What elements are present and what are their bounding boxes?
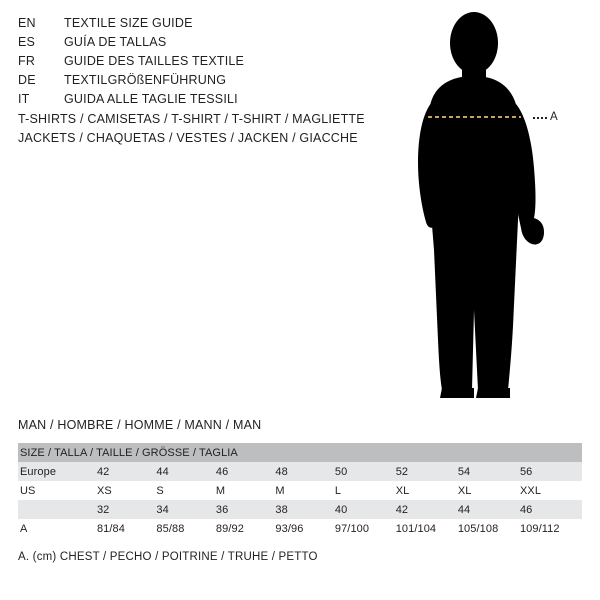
table-cell: 89/92 (216, 519, 275, 538)
table-cell: S (156, 481, 215, 500)
table-row (18, 519, 582, 538)
table-cell: XL (396, 481, 458, 500)
row-label: Europe (18, 462, 97, 481)
table-cell: 34 (156, 500, 215, 519)
row-label: US (18, 481, 97, 500)
table-cell: 97/100 (335, 519, 396, 538)
language-row (18, 52, 398, 71)
table-cell: 105/108 (458, 519, 520, 538)
table-cell: 32 (97, 500, 156, 519)
table-cell: 36 (216, 500, 275, 519)
measure-label-a: A (550, 111, 558, 123)
table-row (18, 462, 582, 481)
language-text: GUÍA DE TALLAS (64, 35, 167, 49)
garment-type-headings (18, 110, 438, 148)
garment-line-jackets: JACKETS / CHAQUETAS / VESTES / JACKEN / GIACCHE (18, 131, 358, 145)
language-code: ES (18, 35, 36, 49)
table-cell: XL (458, 481, 520, 500)
language-row (18, 14, 398, 33)
language-row (18, 71, 398, 90)
table-title-man: MAN / HOMBRE / HOMME / MANN / MAN (18, 418, 262, 432)
table-cell: 54 (458, 462, 520, 481)
row-label (18, 500, 97, 519)
table-cell: 38 (275, 500, 334, 519)
table-cell: XXL (520, 481, 582, 500)
language-code: IT (18, 92, 30, 106)
row-label: A (18, 519, 97, 538)
language-text: GUIDE DES TAILLES TEXTILE (64, 54, 245, 68)
table-cell: 109/112 (520, 519, 582, 538)
table-cell: 52 (396, 462, 458, 481)
table-cell: 42 (97, 462, 156, 481)
table-cell: 93/96 (275, 519, 334, 538)
table-cell: M (275, 481, 334, 500)
measure-leader-dots (533, 117, 547, 121)
table-cell: 46 (520, 500, 582, 519)
table-header-label: SIZE / TALLA / TAILLE / GRÖSSE / TAGLIA (18, 443, 582, 462)
language-text: TEXTILE SIZE GUIDE (64, 16, 193, 30)
table-cell: 42 (396, 500, 458, 519)
table-cell: 56 (520, 462, 582, 481)
garment-line-tshirts: T-SHIRTS / CAMISETAS / T-SHIRT / T-SHIRT / MAGLIETTE (18, 112, 365, 126)
male-silhouette-icon (400, 10, 590, 400)
table-cell: 44 (458, 500, 520, 519)
language-row (18, 90, 398, 109)
table-cell: 48 (275, 462, 334, 481)
table-cell: M (216, 481, 275, 500)
table-row (18, 500, 582, 519)
table-header-row (18, 443, 582, 462)
language-text: TEXTILGRÖßENFÜHRUNG (64, 73, 227, 87)
table-cell: L (335, 481, 396, 500)
table-cell: 44 (156, 462, 215, 481)
table-cell: 101/104 (396, 519, 458, 538)
table-cell: 85/88 (156, 519, 215, 538)
footnote-chest-measure: A. (cm) CHEST / PECHO / POITRINE / TRUHE / PETTO (18, 551, 318, 563)
language-row (18, 33, 398, 52)
language-list (18, 14, 398, 109)
language-code: EN (18, 16, 36, 30)
table-cell: 50 (335, 462, 396, 481)
language-code: DE (18, 73, 36, 87)
table-row (18, 481, 582, 500)
male-figure-illustration (400, 10, 590, 400)
table-cell: 81/84 (97, 519, 156, 538)
size-table (18, 443, 582, 538)
language-text: GUIDA ALLE TAGLIE TESSILI (64, 92, 238, 106)
table-cell: 46 (216, 462, 275, 481)
table-cell: XS (97, 481, 156, 500)
language-code: FR (18, 54, 36, 68)
table-cell: 40 (335, 500, 396, 519)
